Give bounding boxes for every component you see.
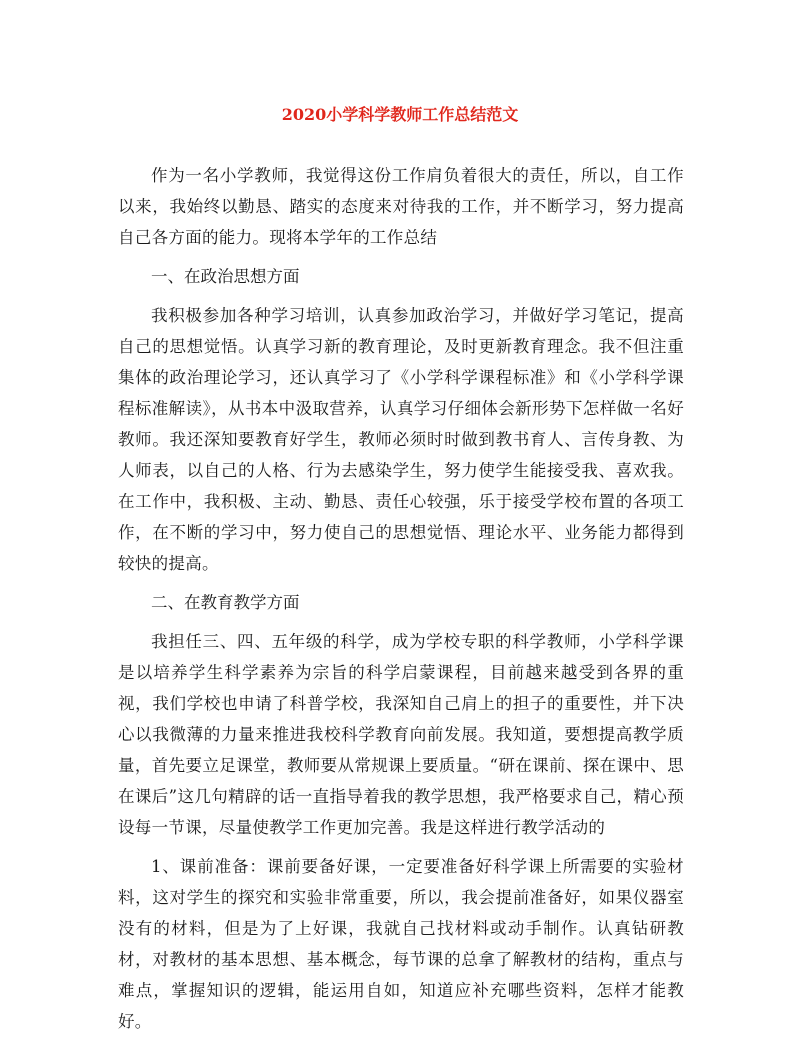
intro-paragraph: 作为一名小学教师，我觉得这份工作肩负着很大的责任，所以，自工作以来，我始终以勤恳、踏实的态度来对待我的工作，并不断学习，努力提高自己各方面的能力。现将本学年的工作总结 <box>118 166 684 247</box>
section-heading-teaching: 二、在教育教学方面 <box>151 593 300 612</box>
section-heading-politics: 一、在政治思想方面 <box>151 267 300 286</box>
document-body <box>118 160 684 1045</box>
politics-paragraph: 我积极参加各种学习培训，认真参加政治学习，并做好学习笔记，提高自己的思想觉悟。认真学习新的教育理论，及时更新教育理念。我不但注重集体的政治理论学习，还认真学习了《小学科学课程标准》和《小学科学课程标准解读》，从书本中汲取营养，认真学习仔细体会新形势下怎样做一名好教师。我还深知要教育好学生，教师必须时时做到教书育人、言传身教、为人师表，以自己的人格、行为去感染学生，努力使学生能接受我、喜欢我。在工作中，我积极、主动、勤恳、责任心较强，乐于接受学校布置的各项工作，在不断的学习中，努力使自己的思想觉悟、理论水平、业务能力都得到较快的提高。 <box>118 306 684 573</box>
document-title: 2020小学科学教师工作总结范文 <box>281 105 519 124</box>
lesson-prep-paragraph: 1、课前准备：课前要备好课，一定要准备好科学课上所需要的实验材料，这对学生的探究和实验非常重要，所以，我会提前准备好，如果仪器室没有的材料，但是为了上好课，我就自己找材料或动手制作。认真钻研教材，对教材的基本思想、基本概念，每节课的总拿了解教材的结构，重点与难点，掌握知识的逻辑，能运用自如，知道应补充哪些资料，怎样才能教好。 <box>118 857 684 1031</box>
teaching-paragraph: 我担任三、四、五年级的科学，成为学校专职的科学教师，小学科学课是以培养学生科学素养为宗旨的科学启蒙课程，目前越来越受到各界的重视，我们学校也申请了科普学校，我深知自己肩上的担子的重要性，并下决心以我微薄的力量来推进我校科学教育向前发展。我知道，要想提高教学质量，首先要立足课堂，教师要从常规课上要质量。“研在课前、探在课中、思在课后”这几句精辟的话一直指导着我的教学思想，我严格要求自己，精心预设每一节课，尽量使教学工作更加完善。我是这样进行教学活动的 <box>118 632 684 837</box>
